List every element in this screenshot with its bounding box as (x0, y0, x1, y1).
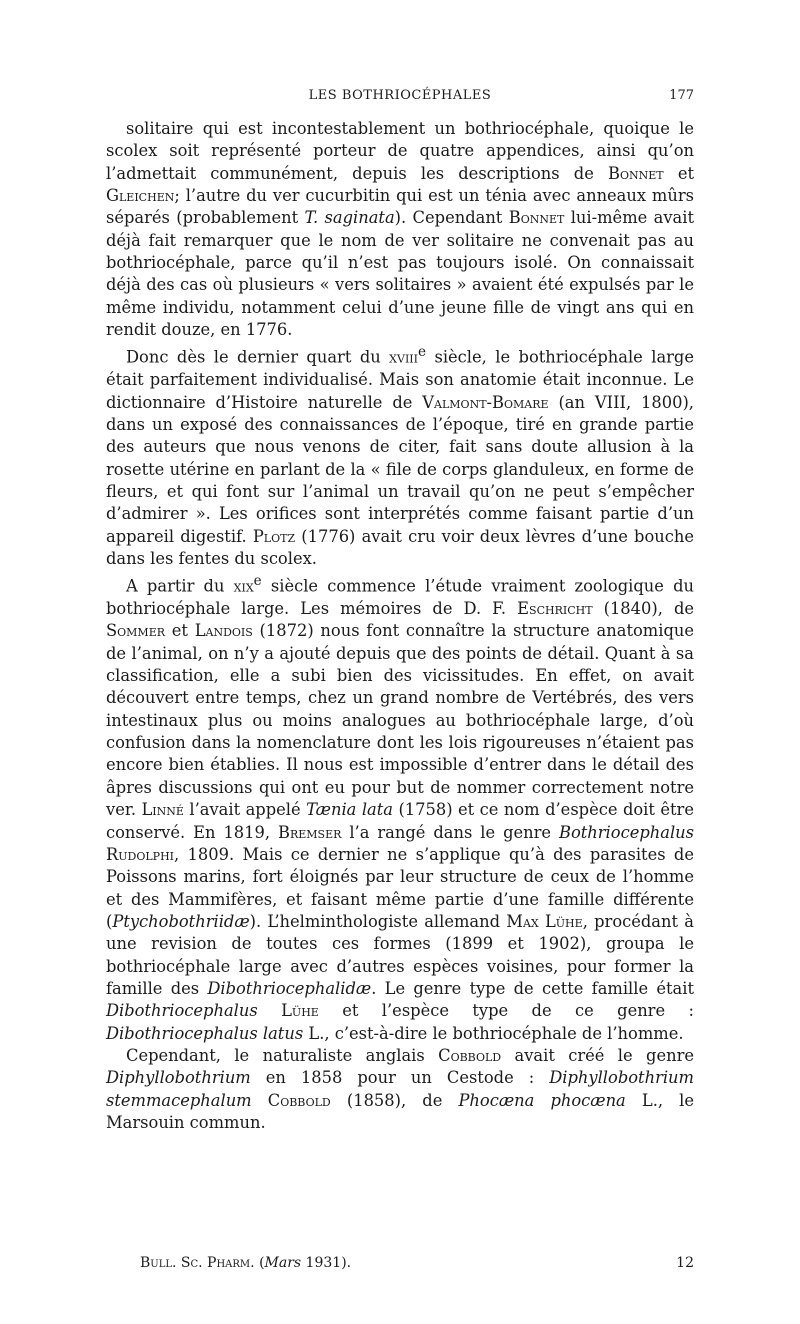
text-run: (1840), de (592, 599, 694, 619)
paragraph-4 (106, 1045, 694, 1134)
paragraph-3 (106, 570, 694, 1045)
text-run: , procédant à une revision de toutes ces formes (1899 et 1902), groupa le bothriocéphale large avec d’autres espèces voisines, pour former la famille des (106, 911, 694, 998)
small-caps-name: Gleichen (106, 186, 175, 206)
text-run: et (165, 621, 195, 641)
text-run: avait créé le genre (501, 1045, 694, 1065)
small-caps-name: Bremser (278, 822, 342, 842)
superscript: e (417, 344, 427, 361)
small-caps-name: Max Lühe (506, 911, 583, 931)
small-caps-name: Landois (194, 621, 253, 641)
text-run: en 1858 pour un Cestode : (250, 1068, 550, 1088)
paragraph-1 (106, 118, 694, 341)
text-run: , 1809. Mais ce dernier ne s’applique qu’à des parasites de Poissons marins, fort éloignés par leur structure de ceux de l’homme et des Mammifères, et faisant même partie d’une famille différente ( (106, 844, 694, 931)
text-run: l’avait appelé (183, 800, 307, 820)
date-year: 1931). (301, 1255, 352, 1271)
text-run: (an VIII, 1800), dans un exposé des connaissances de l’époque, tiré en grande partie des auteurs que nous venons de citer, fait sans doute allusion à la rosette utérine en parlant de la « file de corps glanduleux, en forme de fleurs, et qui font sur l’animal un travail qu’on ne peut s’empêcher d’admirer ». Les orifices sont interprétés comme faisant partie d’un appareil digestif. (106, 392, 694, 546)
text-run: (1758) et ce nom d’espèce doit être conservé. En 1819, (106, 800, 694, 842)
text-run (258, 1001, 281, 1020)
text-run: (1776) avait cru voir deux lèvres d’une bouche dans les fentes du scolex. (106, 526, 694, 568)
text-run: Donc dès le dernier quart du (126, 347, 390, 367)
text-run: (1858), de (330, 1090, 459, 1110)
text-run: et (663, 163, 695, 183)
text-run: l’a rangé dans le genre (341, 822, 559, 842)
text-run: (1872) nous font connaître la structure anatomique de l’animal, on n’y a ajouté depuis que des points de détail. Quant à sa classification, elle a subi bien des vicissitudes. En effet, on avait découvert entre temps, chez un grand nombre de Vertébrés, des vers intestinaux plus ou moins analogues au bothriocéphale large, d’où confusion dans la nomenclature dont les lois rigoureuses n’étaient pas encore bien établies. Il nous est impossible d’entrer dans le détail des âpres discussions qui ont eu pour but de nommer correctement notre ver. (106, 621, 694, 820)
superscript: e (253, 573, 262, 590)
page-number: 177 (669, 88, 694, 103)
text-run: L., c’est-à-dire le bothriocéphale de l’homme. (303, 1023, 684, 1043)
date-open: ( (254, 1255, 265, 1271)
text-run: lui-même avait déjà fait remarquer que le nom de ver solitaire ne convenait pas au bothriocéphale, parce qu’il n’est pas toujours isolé. On connaissait déjà des cas où plusieurs « vers solitaires » avaient été expulsés par le même individu, notamment celui d’une jeune fille de vingt ans qui en rendit douze, en 1776. (106, 208, 695, 340)
journal-name: Bull. Sc. Pharm. (140, 1255, 255, 1271)
italic-term: Dibothriocephalus (106, 1001, 258, 1021)
text-run: ). L’helminthologiste allemand (249, 911, 507, 931)
italic-term: T. saginata (304, 208, 395, 228)
date-month: Mars (264, 1255, 302, 1271)
italic-term: Tænia lata (306, 800, 393, 820)
italic-term: Diphyllobothrium (106, 1068, 251, 1088)
text-run: A partir du (126, 576, 234, 596)
signature-mark: 12 (676, 1255, 694, 1271)
small-caps-name: Linné (141, 800, 184, 820)
text-run (252, 1091, 268, 1110)
text-run: solitaire qui est incontestablement un bothriocéphale, quoique le scolex soit représenté porteur de quatre appendices, ainsi qu’on l’admettait communément, depuis les descriptions de (106, 119, 694, 183)
running-header (106, 88, 694, 110)
italic-term: Phocæna phocæna (458, 1090, 626, 1110)
text-run: Cependant, le naturaliste anglais (126, 1045, 439, 1065)
italic-term: Ptychobothriidæ (112, 911, 250, 931)
small-caps-name: Cobbold (438, 1045, 502, 1065)
text-run: ). Cependant (394, 208, 509, 228)
small-caps-name: Rudolphi (106, 844, 175, 864)
text-run: . Le genre type de cette famille était (371, 978, 695, 998)
small-caps-name: Sommer (106, 621, 166, 641)
text-run: L., le Marsouin commun. (106, 1090, 694, 1132)
small-caps-name: xviii (389, 347, 418, 367)
paragraph-2 (106, 341, 694, 570)
italic-term: Bothriocephalus (558, 822, 694, 842)
small-caps-name: Plotz (252, 526, 296, 546)
small-caps-name: Eschricht (517, 599, 593, 619)
small-caps-name: xix (233, 576, 254, 596)
small-caps-name: Bonnet (508, 208, 565, 228)
journal-reference (140, 1255, 351, 1271)
small-caps-name: Lühe (281, 1001, 319, 1021)
text-run: et l’espèce type de ce genre : (318, 1001, 694, 1021)
italic-term: Diphyllobothrium stemmacephalum (106, 1068, 694, 1110)
small-caps-name: Valmont-Bomare (422, 392, 549, 412)
small-caps-name: Cobbold (267, 1090, 331, 1110)
text-run: siècle, le bothriocéphale large était parfaitement individualisé. Mais son anatomie était inconnue. Le dictionnaire d’Histoire naturelle de (106, 347, 694, 412)
text-run: siècle commence l’étude vraiment zoologique du bothriocéphale large. Les mémoires de D. F. (106, 576, 694, 619)
text-run: ; l’autre du ver cucurbitin qui est un ténia avec anneaux mûrs séparés (probablement (106, 186, 694, 228)
page-footer (140, 1255, 694, 1275)
small-caps-name: Bonnet (608, 163, 664, 183)
italic-term: Dibothriocephalus latus (106, 1023, 304, 1043)
italic-term: Dibothriocephalidæ (207, 978, 372, 998)
running-title: LES BOTHRIOCÉPHALES (308, 88, 492, 103)
body-text (106, 118, 694, 1134)
